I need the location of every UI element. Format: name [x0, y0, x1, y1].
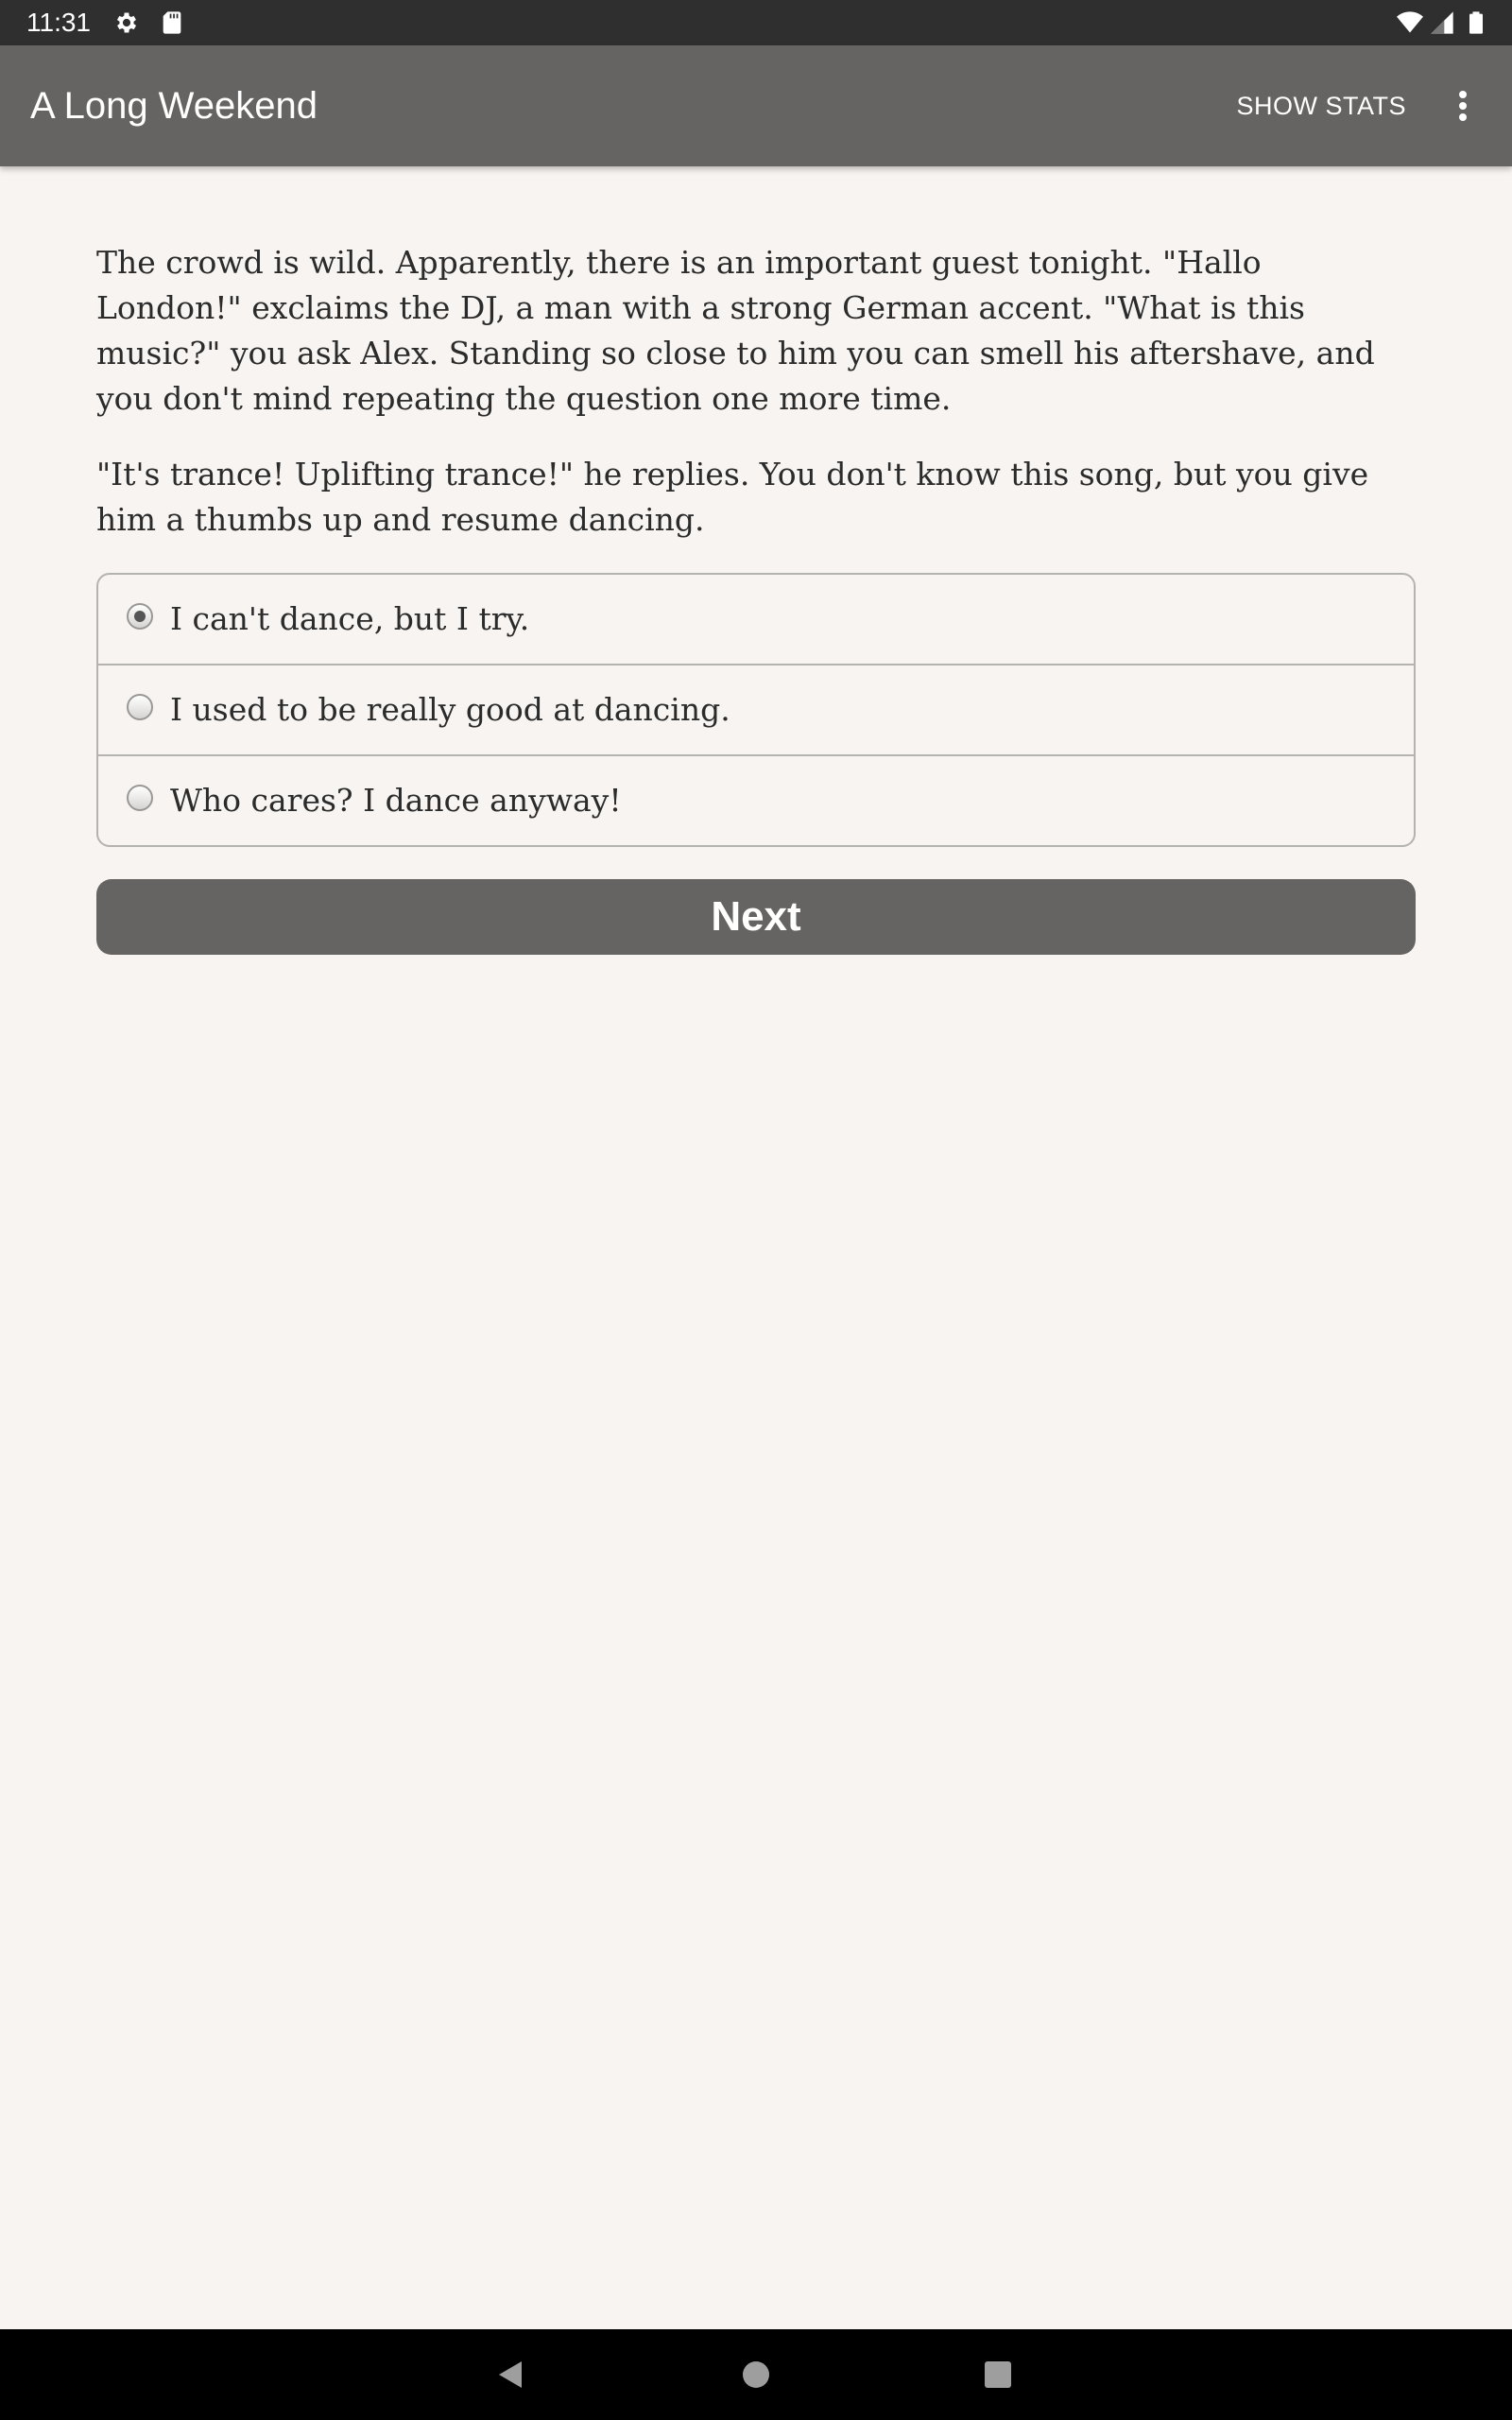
radio-button[interactable] — [127, 694, 153, 720]
navigation-bar — [0, 2329, 1512, 2420]
choice-label: Who cares? I dance anyway! — [170, 782, 622, 819]
sd-card-icon — [159, 9, 185, 36]
story-text — [96, 240, 1416, 543]
story-paragraph: The crowd is wild. Apparently, there is an important guest tonight. "Hallo London!" exclaims the DJ, a man with a strong German accent. "What is this music?" you ask Alex. Standing so close to him you can smell his aftershave, and you don't mind repeating the question one more time. — [96, 244, 1375, 417]
next-button[interactable]: Next — [96, 879, 1416, 955]
radio-button-selected[interactable] — [127, 603, 153, 630]
choice-label: I can't dance, but I try. — [170, 600, 530, 637]
wifi-icon — [1397, 9, 1423, 36]
choice-option[interactable] — [98, 754, 1414, 845]
battery-icon — [1463, 9, 1489, 36]
story-paragraph: "It's trance! Uplifting trance!" he replies. You don't know this song, but you give him a thumbs up and resume dancing. — [96, 456, 1369, 538]
choice-option[interactable] — [98, 664, 1414, 754]
signal-icon — [1429, 9, 1455, 36]
gear-icon — [113, 9, 140, 36]
status-time: 11:31 — [26, 8, 91, 37]
back-icon[interactable] — [493, 2356, 531, 2394]
status-bar — [0, 0, 1512, 45]
app-bar — [0, 45, 1512, 166]
show-stats-button[interactable]: SHOW STATS — [1236, 92, 1406, 120]
choice-list — [96, 573, 1416, 847]
overflow-menu-icon[interactable] — [1452, 83, 1474, 129]
recents-icon[interactable] — [979, 2356, 1017, 2394]
choice-label: I used to be really good at dancing. — [170, 691, 730, 728]
app-title: A Long Weekend — [30, 85, 318, 127]
radio-button[interactable] — [127, 785, 153, 811]
home-icon[interactable] — [737, 2356, 775, 2394]
choice-option[interactable] — [98, 575, 1414, 664]
main-content — [96, 240, 1416, 955]
